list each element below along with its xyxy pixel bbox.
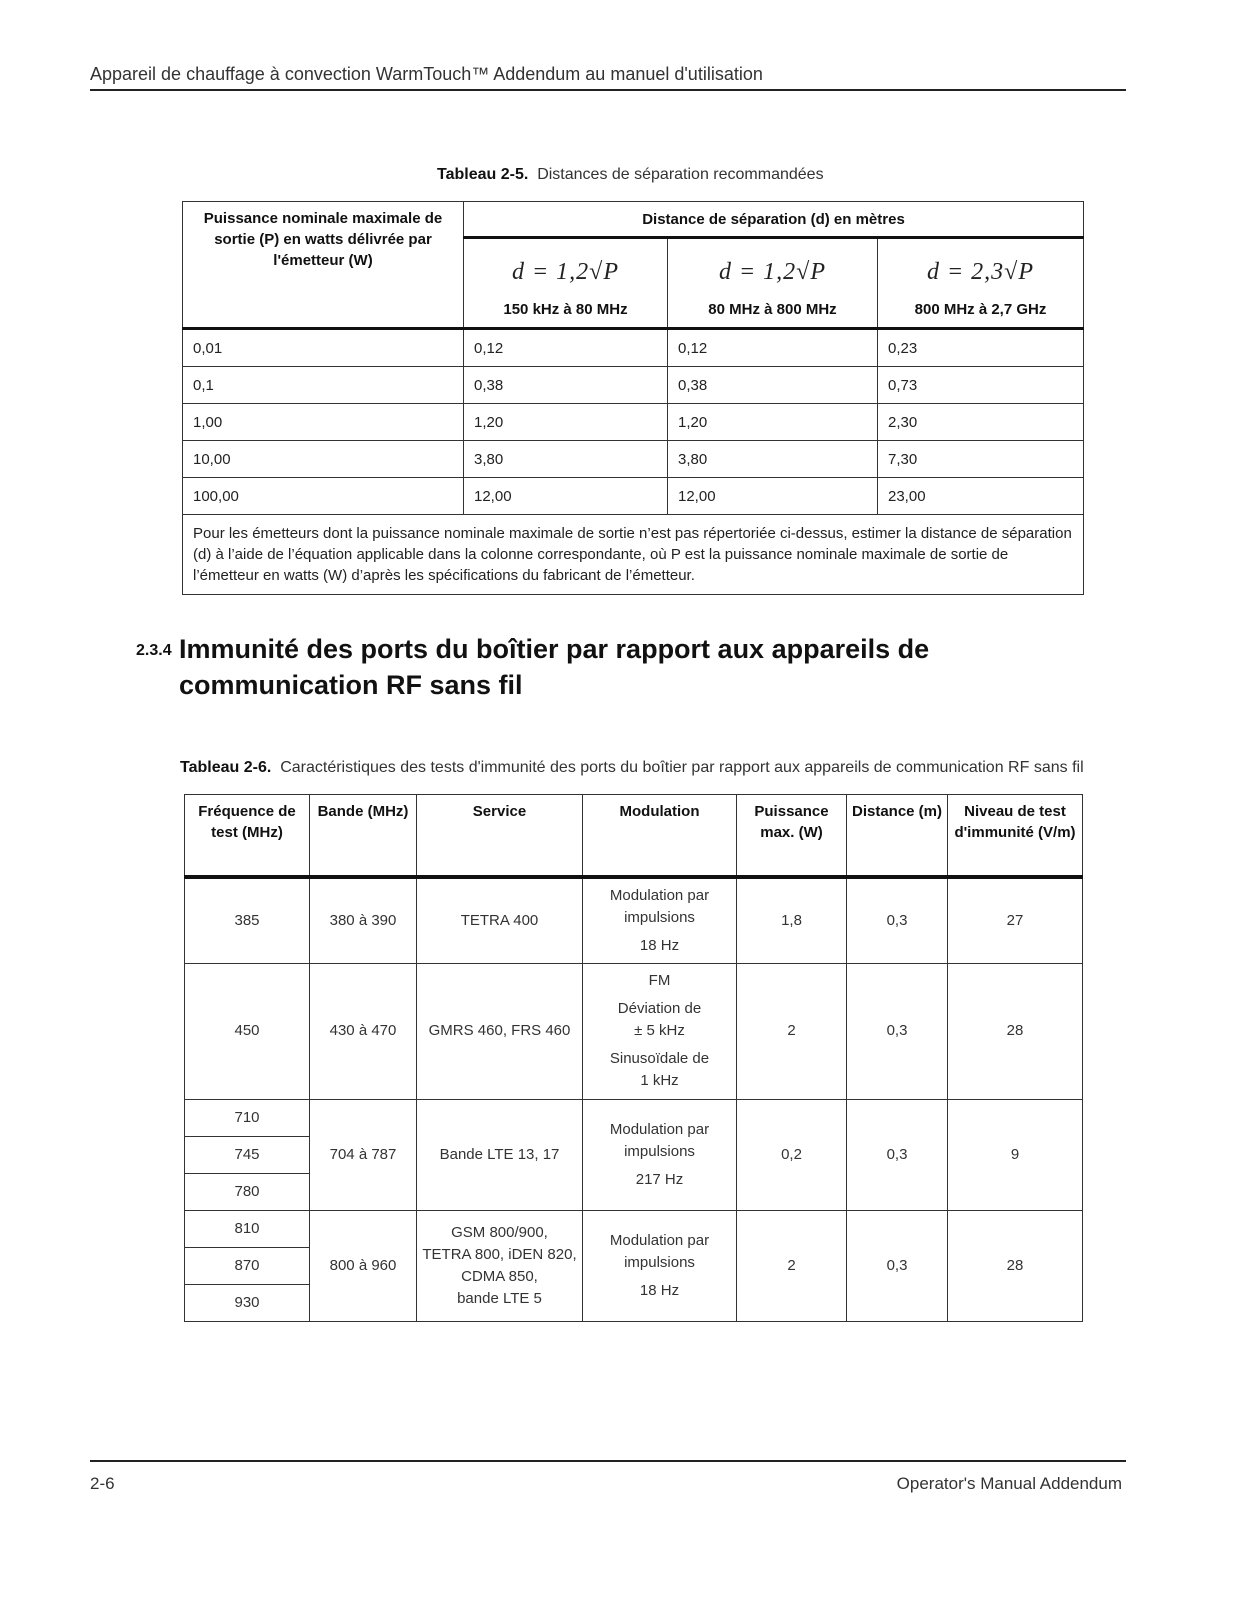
table-cell: 12,00 [464,478,668,515]
power-cell: 2 [737,963,847,1099]
table-2-5-label: Tableau 2-5. [437,166,529,183]
band-label: 150 kHz à 80 MHz [503,301,628,318]
table-cell: 100,00 [183,478,464,515]
footer-title: Operator's Manual Addendum [896,1474,1122,1493]
level-cell: 9 [948,1099,1083,1210]
column-header: Puissance max. (W) [737,795,847,878]
band-cell: 430 à 470 [310,963,417,1099]
immunity-test-table [184,794,1083,1322]
level-cell: 28 [948,1210,1083,1321]
band-cell: 380 à 390 [310,877,417,963]
formula: d = 1,2√P [511,259,620,285]
band-cell: 800 à 960 [310,1210,417,1321]
frequency-cell: 745 [185,1136,310,1173]
band-label: 800 MHz à 2,7 GHz [914,301,1047,318]
column-header: Modulation [583,795,737,878]
table-row [185,963,1083,1099]
separation-distance-table [182,201,1084,595]
service-line: bande LTE 5 [457,1289,542,1307]
band-label: 80 MHz à 800 MHz [708,301,837,318]
footer-divider [90,1460,1126,1462]
band-cell: 704 à 787 [310,1099,417,1210]
service-line: CDMA 850, [461,1267,538,1285]
modulation-cell [583,963,737,1099]
modulation-line: Modulation par [609,1120,710,1138]
table-cell: 0,01 [183,329,464,367]
table-cell: 1,00 [183,404,464,441]
formula: d = 2,3√P [926,259,1035,285]
modulation-line: 1 kHz [640,1072,679,1089]
distance-cell: 0,3 [847,877,948,963]
frequency-cell: 810 [185,1210,310,1247]
table-row [185,1099,1083,1136]
power-cell: 0,2 [737,1099,847,1210]
modulation-line: Modulation par [609,1231,710,1249]
table-cell: 3,80 [668,441,878,478]
modulation-line: ± 5 kHz [634,1022,685,1039]
service-cell [417,1210,583,1321]
table-cell: 7,30 [878,441,1084,478]
table-note: Pour les émetteurs dont la puissance nominale maximale de sortie n’est pas répertoriée ci-dessus, estimer la distance de séparation (d) à l’aide de l’équation applicable dans la colonne correspondante, où P est la puissance nominale maximale de sortie de l’émetteur en watts (W) d’après les spécifications du fabricant de l’émetteur. [183,515,1084,595]
table-cell: 23,00 [878,478,1084,515]
table-2-6-caption [180,759,1084,777]
modulation-line: 18 Hz [639,936,680,954]
page-header: Appareil de chauffage à convection WarmTouch™ Addendum au manuel d'utilisation [90,64,763,84]
distance-cell: 0,3 [847,963,948,1099]
table-2-5-title: Distances de séparation recommandées [537,166,824,183]
table-row [183,441,1084,478]
section-number: 2.3.4 [136,642,172,659]
frequency-cell: 385 [185,877,310,963]
modulation-line: FM [648,972,671,989]
service-line: GSM 800/900, [451,1223,548,1241]
column-header: Fréquence de test (MHz) [185,795,310,878]
modulation-line: Modulation par [609,886,710,904]
service-line: TETRA 800, iDEN 820, [422,1245,577,1263]
frequency-cell: 780 [185,1173,310,1210]
modulation-line: impulsions [624,1142,695,1160]
band-header [464,238,668,329]
service-cell: Bande LTE 13, 17 [417,1099,583,1210]
table-cell: 0,38 [464,367,668,404]
table-2-6-title: Caractéristiques des tests d'immunité des ports du boîtier par rapport aux appareils de communication RF sans fil [280,759,1084,776]
power-cell: 2 [737,1210,847,1321]
distance-column-header: Distance de séparation (d) en mètres [464,202,1084,238]
distance-cell: 0,3 [847,1210,948,1321]
table-row [185,877,1083,963]
page-number: 2-6 [90,1474,115,1493]
frequency-cell: 930 [185,1284,310,1321]
frequency-cell: 710 [185,1099,310,1136]
column-header: Distance (m) [847,795,948,878]
frequency-cell: 870 [185,1247,310,1284]
modulation-cell [583,1210,737,1321]
table-cell: 12,00 [668,478,878,515]
column-header: Bande (MHz) [310,795,417,878]
table-2-6-label: Tableau 2-6. [180,759,272,776]
table-cell: 10,00 [183,441,464,478]
power-cell: 1,8 [737,877,847,963]
table-cell: 1,20 [464,404,668,441]
table-row [183,404,1084,441]
band-header [878,238,1084,329]
table-row [183,478,1084,515]
table-cell: 0,23 [878,329,1084,367]
service-cell: GMRS 460, FRS 460 [417,963,583,1099]
level-cell: 27 [948,877,1083,963]
frequency-cell: 450 [185,963,310,1099]
column-header: Niveau de test d'immunité (V/m) [948,795,1083,878]
table-cell: 3,80 [464,441,668,478]
table-cell: 0,12 [668,329,878,367]
modulation-line: Déviation de [617,1000,702,1017]
modulation-line: impulsions [624,1253,695,1271]
power-column-header: Puissance nominale maximale de sortie (P) en watts délivrée par l'émetteur (W) [183,202,464,329]
modulation-cell [583,877,737,963]
level-cell: 28 [948,963,1083,1099]
table-row [183,367,1084,404]
table-row [183,329,1084,367]
modulation-cell [583,1099,737,1210]
table-row [185,1210,1083,1247]
table-cell: 0,38 [668,367,878,404]
column-header: Service [417,795,583,878]
table-2-5-caption [437,166,824,184]
table-cell: 0,12 [464,329,668,367]
table-cell: 0,1 [183,367,464,404]
distance-cell: 0,3 [847,1099,948,1210]
table-header-row [185,795,1083,878]
section-title: Immunité des ports du boîtier par rapport aux appareils de communication RF sans fil [179,634,930,700]
table-cell: 0,73 [878,367,1084,404]
table-note-row [183,515,1084,595]
modulation-line: 18 Hz [639,1281,680,1299]
header-divider [90,89,1126,91]
service-cell: TETRA 400 [417,877,583,963]
band-header [668,238,878,329]
modulation-line: Sinusoïdale de [609,1050,710,1067]
modulation-line: 217 Hz [635,1170,684,1188]
table-cell: 2,30 [878,404,1084,441]
table-cell: 1,20 [668,404,878,441]
formula: d = 1,2√P [718,259,827,285]
modulation-line: impulsions [624,908,695,926]
